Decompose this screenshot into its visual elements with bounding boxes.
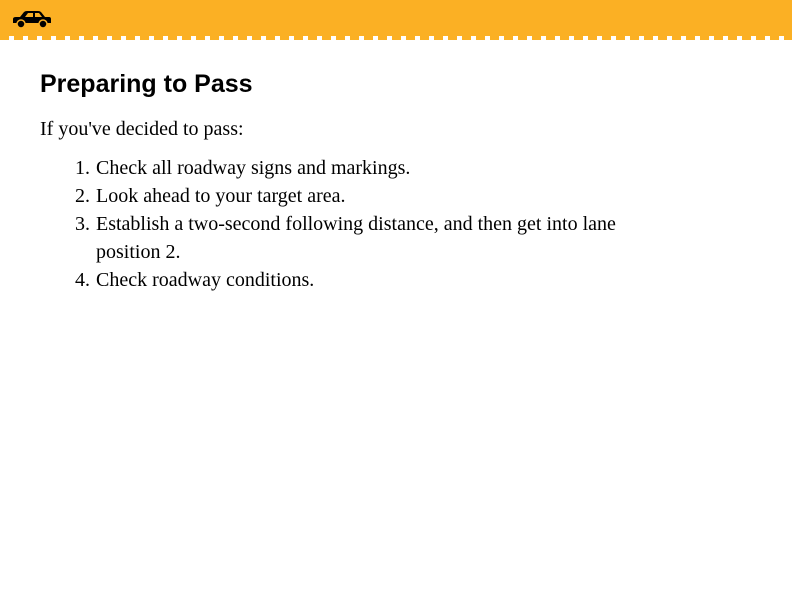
list-item	[40, 266, 620, 294]
step-number: 1.	[75, 157, 90, 179]
steps-list	[40, 154, 620, 294]
step-text: Look ahead to your target area.	[96, 185, 346, 207]
slide-title: Preparing to Pass	[40, 70, 253, 98]
step-text: Check all roadway signs and markings.	[96, 157, 411, 179]
car-icon	[10, 9, 54, 29]
intro-text: If you've decided to pass:	[40, 118, 244, 140]
header-dashed-edge	[0, 36, 792, 40]
step-text: Establish a two-second following distance, and then get into lane position 2.	[96, 213, 616, 263]
list-item	[40, 182, 620, 210]
step-number: 2.	[75, 185, 90, 207]
header-bar	[0, 0, 792, 36]
step-text: Check roadway conditions.	[96, 269, 315, 291]
step-number: 3.	[75, 213, 90, 235]
list-item	[40, 154, 620, 182]
list-item	[40, 210, 620, 266]
step-number: 4.	[75, 269, 90, 291]
